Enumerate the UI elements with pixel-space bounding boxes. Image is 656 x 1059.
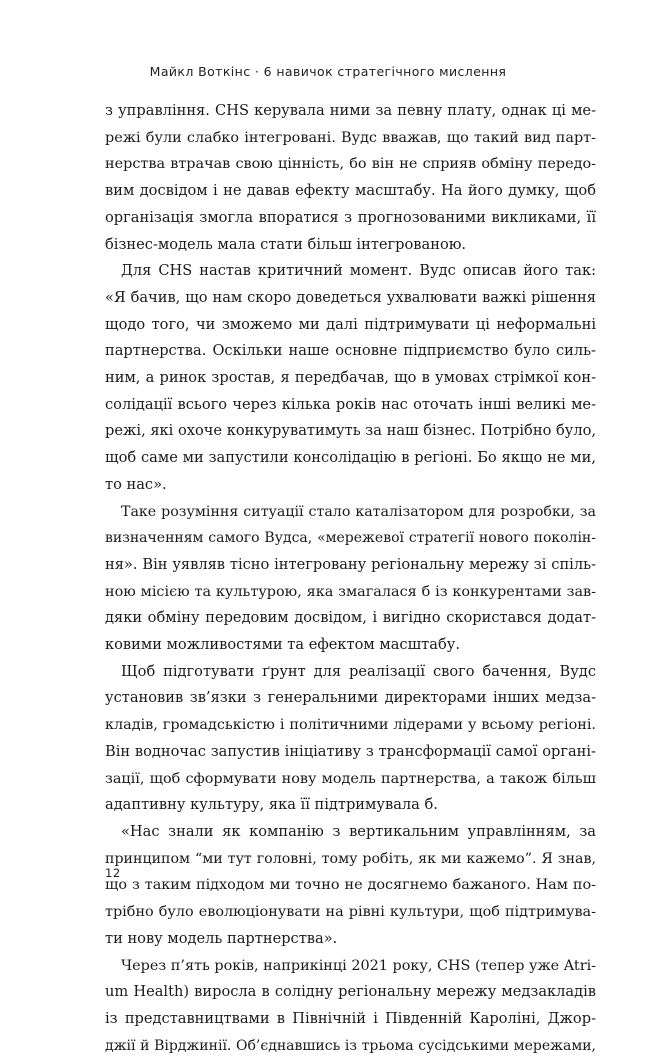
text-line: зації, щоб сформувати нову модель партнерства, а також більш	[105, 766, 596, 793]
running-head: Майкл Воткінс · 6 навичок стратегічного мислення	[0, 64, 656, 79]
paragraph-1	[105, 98, 596, 258]
text-line: з управління. CHS керувала ними за певну плату, однак ці ме-	[105, 98, 596, 125]
paragraph-3	[105, 499, 596, 659]
text-line: кладів, громадськістю і політичними лідерами у всьому регіоні.	[105, 712, 596, 739]
page-number: 12	[105, 866, 121, 880]
text-line: із представництвами в Північній і Південній Кароліні, Джор-	[105, 1006, 596, 1033]
text-line: «Нас знали як компанію з вертикальним управлінням, за	[105, 819, 596, 846]
text-line: вим досвідом і не давав ефекту масштабу. На його думку, щоб	[105, 178, 596, 205]
text-line: нерства втрачав свою цінність, бо він не сприяв обміну передо-	[105, 151, 596, 178]
text-line: ня». Він уявляв тісно інтегровану регіональну мережу зі спіль-	[105, 552, 596, 579]
text-line: що з таким підходом ми точно не досягнемо бажаного. Нам по-	[105, 872, 596, 899]
text-line: Через п’ять років, наприкінці 2021 року, CHS (тепер уже Atri-	[105, 953, 596, 980]
text-line: партнерства. Оскільки наше основне підприємство було силь-	[105, 338, 596, 365]
text-line: солідації всього через кілька років нас оточать інші великі ме-	[105, 392, 596, 419]
text-line: установив зв’язки з генеральними директорами інших медза-	[105, 685, 596, 712]
paragraph-6	[105, 953, 596, 1059]
text-line: щоб саме ми запустили консолідацію в регіоні. Бо якщо не ми,	[105, 445, 596, 472]
text-line: um Health) виросла в солідну регіональну мережу медзакладів	[105, 979, 596, 1006]
text-line: принципом “ми тут головні, тому робіть, як ми кажемо”. Я знав,	[105, 846, 596, 873]
paragraph-2	[105, 258, 596, 498]
text-line: джії й Вірджинії. Об’єднавшись із трьома сусідськими мережами,	[105, 1033, 596, 1059]
text-line: трібно було еволюціонувати на рівні культури, щоб підтримува-	[105, 899, 596, 926]
text-line: Таке розуміння ситуації стало каталізатором для розробки, за	[105, 499, 596, 526]
text-line: ти нову модель партнерства».	[105, 926, 596, 953]
text-line: режі, які охоче конкуруватимуть за наш бізнес. Потрібно було,	[105, 418, 596, 445]
text-line: щодо того, чи зможемо ми далі підтримувати ці неформальні	[105, 312, 596, 339]
text-line: визначенням самого Вудса, «мережевої стратегії нового поколін-	[105, 525, 596, 552]
text-line: ковими можливостями та ефектом масштабу.	[105, 632, 596, 659]
paragraph-5	[105, 819, 596, 953]
text-line: ним, а ринок зростав, я передбачав, що в умовах стрімкої кон-	[105, 365, 596, 392]
text-line: Він водночас запустив ініціативу з трансформації самої органі-	[105, 739, 596, 766]
text-line: адаптивну культуру, яка її підтримувала б.	[105, 792, 596, 819]
text-line: організація змогла впоратися з прогнозованими викликами, її	[105, 205, 596, 232]
text-line: «Я бачив, що нам скоро доведеться ухвалювати важкі рішення	[105, 285, 596, 312]
body-text	[105, 98, 596, 1059]
text-line: ною місією та культурою, яка змагалася б із конкурентами зав-	[105, 579, 596, 606]
text-line: Для CHS настав критичний момент. Вудс описав його так:	[105, 258, 596, 285]
paragraph-4	[105, 659, 596, 819]
text-line: то нас».	[105, 472, 596, 499]
text-line: режі були слабко інтегровані. Вудс вважав, що такий вид парт-	[105, 125, 596, 152]
text-line: бізнес-модель мала стати більш інтегрованою.	[105, 232, 596, 259]
text-line: дяки обміну передовим досвідом, і вигідно скористався додат-	[105, 605, 596, 632]
text-line: Щоб підготувати ґрунт для реалізації свого бачення, Вудс	[105, 659, 596, 686]
